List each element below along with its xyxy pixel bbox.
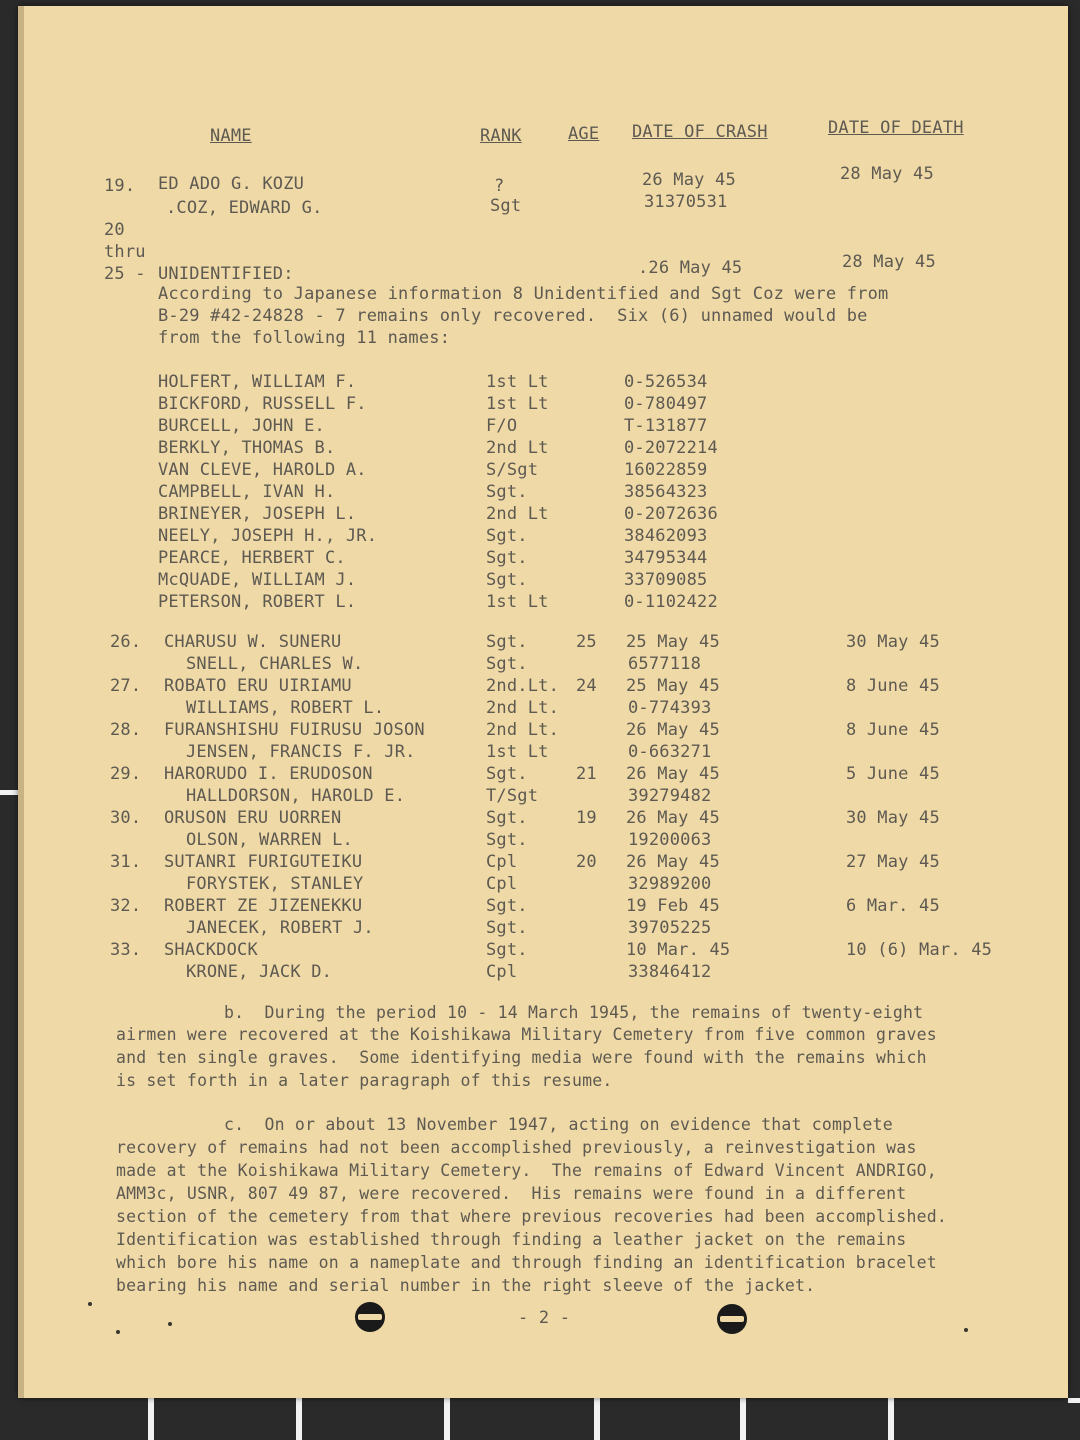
entry-rank: 1st Lt [486, 742, 549, 762]
entry-serial: 0-774393 [628, 698, 712, 718]
punch-hole [355, 1302, 385, 1332]
paragraph-c-line: which bore his name on a nameplate and through finding an identification bracelet [116, 1253, 937, 1272]
entry-number: 33. [110, 940, 142, 960]
entry-crash-date: 26 May 45 [626, 764, 720, 784]
unidentified-note-line: According to Japanese information 8 Unidentified and Sgt Coz were from [158, 284, 889, 304]
punch-hole [717, 1304, 747, 1334]
entry-serial: 31370531 [644, 192, 728, 212]
entry-serial: 19200063 [628, 830, 712, 850]
entry-crash-date: 26 May 45 [642, 170, 736, 190]
unidentified-note-line: B-29 #42-24828 - 7 remains only recovered. Six (6) unnamed would be [158, 306, 868, 326]
roster-name: PETERSON, ROBERT L. [158, 592, 357, 612]
entry-rank: 2nd Lt. [486, 720, 560, 740]
paragraph-c-line: AMM3c, USNR, 807 49 87, were recovered. His remains were found in a different [116, 1184, 907, 1203]
entry-death-date: 8 June 45 [846, 676, 940, 696]
roster-rank: Sgt. [486, 548, 528, 568]
entry-crash-date: 25 May 45 [626, 676, 720, 696]
entry-crash-date: 10 Mar. 45 [626, 940, 731, 960]
entry-death-date: 27 May 45 [846, 852, 940, 872]
entry-crash-date: 19 Feb 45 [626, 896, 720, 916]
entry-japanese-name: FURANSHISHU FUIRUSU JOSON [164, 720, 425, 740]
mat-grid-line [0, 790, 18, 795]
entry-serial: 39705225 [628, 918, 712, 938]
paragraph-c-line: c. On or about 13 November 1947, acting on evidence that complete [224, 1115, 893, 1134]
mat-grid-line [594, 1398, 600, 1440]
roster-rank: 1st Lt [486, 394, 549, 414]
entry-english-name: JANECEK, ROBERT J. [186, 918, 374, 938]
entry-rank: Sgt [490, 196, 522, 216]
entry-rank: 2nd.Lt. [486, 676, 560, 696]
entry-rank: Sgt. [486, 896, 528, 916]
roster-name: BERKLY, THOMAS B. [158, 438, 336, 458]
mat-grid-line [1068, 1398, 1080, 1403]
paragraph-c-line: section of the cemetery from that where previous recoveries had been accomplished. [116, 1207, 947, 1226]
page-number: - 2 - [518, 1308, 571, 1328]
roster-serial: T-131877 [624, 416, 708, 436]
roster-serial: 0-2072636 [624, 504, 718, 524]
entry-age: 20 [576, 852, 597, 872]
roster-name: BICKFORD, RUSSELL F. [158, 394, 367, 414]
paper-speck [88, 1302, 92, 1306]
entry-crash-date: 26 May 45 [626, 808, 720, 828]
roster-rank: 1st Lt [486, 592, 549, 612]
entry-age: 25 [576, 632, 597, 652]
entry-serial: 0-663271 [628, 742, 712, 762]
entry-rank: Cpl [486, 852, 518, 872]
entry-japanese-name: CHARUSU W. SUNERU [164, 632, 342, 652]
paragraph-c-line: bearing his name and serial number in the right sleeve of the jacket. [116, 1276, 816, 1295]
unidentified-label: UNIDENTIFIED: [158, 264, 294, 284]
entry-number: 20 [104, 220, 125, 240]
entry-crash-date: .26 May 45 [638, 258, 743, 278]
entry-japanese-name: ROBERT ZE JIZENEKKU [164, 896, 363, 916]
entry-crash-date: 26 May 45 [626, 720, 720, 740]
entry-death-date: 28 May 45 [842, 252, 936, 272]
entry-rank: Sgt. [486, 808, 528, 828]
entry-japanese-name: SUTANRI FURIGUTEIKU [164, 852, 363, 872]
paragraph-b-line: airmen were recovered at the Koishikawa Military Cemetery from five common graves [116, 1025, 937, 1044]
paper-speck [116, 1330, 120, 1334]
entry-number: 29. [110, 764, 142, 784]
entry-age: 21 [576, 764, 597, 784]
roster-name: HOLFERT, WILLIAM F. [158, 372, 357, 392]
entry-death-date: 28 May 45 [840, 164, 934, 184]
entry-rank: Cpl [486, 962, 518, 982]
page-edge [18, 6, 24, 1398]
entry-number: 26. [110, 632, 142, 652]
entry-rank: Sgt. [486, 632, 528, 652]
roster-rank: F/O [486, 416, 518, 436]
mat-grid-line [740, 1398, 746, 1440]
roster-serial: 0-1102422 [624, 592, 718, 612]
entry-rank: Sgt. [486, 918, 528, 938]
paper-speck [964, 1328, 968, 1332]
roster-serial: 33709085 [624, 570, 708, 590]
entry-number: 30. [110, 808, 142, 828]
header-name: NAME [210, 126, 252, 146]
entry-number: 19. [104, 176, 136, 196]
paragraph-b-line: and ten single graves. Some identifying media were found with the remains which [116, 1048, 927, 1067]
entry-english-name: HALLDORSON, HAROLD E. [186, 786, 406, 806]
roster-name: PEARCE, HERBERT C. [158, 548, 346, 568]
entry-serial: 32989200 [628, 874, 712, 894]
roster-serial: 16022859 [624, 460, 708, 480]
entry-rank: Cpl [486, 874, 518, 894]
entry-number: 28. [110, 720, 142, 740]
header-age: AGE [568, 124, 600, 144]
entry-english-name: .COZ, EDWARD G. [166, 198, 323, 218]
entry-rank: ? [494, 176, 505, 196]
entry-death-date: 8 June 45 [846, 720, 940, 740]
paragraph-c-line: recovery of remains had not been accomplished previously, a reinvestigation was [116, 1138, 917, 1157]
entry-number: 27. [110, 676, 142, 696]
entry-english-name: FORYSTEK, STANLEY [186, 874, 364, 894]
roster-name: McQUADE, WILLIAM J. [158, 570, 357, 590]
roster-rank: 1st Lt [486, 372, 549, 392]
entry-japanese-name: ED ADO G. KOZU [158, 174, 305, 194]
mat-grid-line [444, 1398, 450, 1440]
entry-rank: Sgt. [486, 830, 528, 850]
roster-name: BRINEYER, JOSEPH L. [158, 504, 357, 524]
document-page [18, 6, 1068, 1398]
entry-rank: Sgt. [486, 764, 528, 784]
paragraph-b-line: b. During the period 10 - 14 March 1945, the remains of twenty-eight [224, 1003, 924, 1022]
entry-death-date: 30 May 45 [846, 632, 940, 652]
header-date-of-crash: DATE OF CRASH [632, 122, 768, 142]
roster-rank: 2nd Lt [486, 438, 549, 458]
entry-serial: 33846412 [628, 962, 712, 982]
entry-japanese-name: ROBATO ERU UIRIAMU [164, 676, 352, 696]
header-date-of-death: DATE OF DEATH [828, 118, 964, 138]
mat-grid-line [888, 1398, 894, 1440]
entry-english-name: WILLIAMS, ROBERT L. [186, 698, 385, 718]
roster-name: BURCELL, JOHN E. [158, 416, 325, 436]
roster-rank: Sgt. [486, 526, 528, 546]
entry-number: 31. [110, 852, 142, 872]
entry-age: 19 [576, 808, 597, 828]
entry-english-name: KRONE, JACK D. [186, 962, 333, 982]
entry-english-name: JENSEN, FRANCIS F. JR. [186, 742, 416, 762]
paragraph-c-line: Identification was established through finding a leather jacket on the remains [116, 1230, 907, 1249]
roster-serial: 38462093 [624, 526, 708, 546]
roster-rank: Sgt. [486, 570, 528, 590]
entry-number: 32. [110, 896, 142, 916]
entry-serial: 6577118 [628, 654, 702, 674]
unidentified-note-line: from the following 11 names: [158, 328, 451, 348]
entry-english-name: OLSON, WARREN L. [186, 830, 353, 850]
roster-rank: Sgt. [486, 482, 528, 502]
roster-serial: 34795344 [624, 548, 708, 568]
entry-rank: T/Sgt [486, 786, 539, 806]
entry-crash-date: 25 May 45 [626, 632, 720, 652]
paragraph-c-line: made at the Koishikawa Military Cemetery. The remains of Edward Vincent ANDRIGO, [116, 1161, 937, 1180]
entry-serial: 39279482 [628, 786, 712, 806]
roster-serial: 0-526534 [624, 372, 708, 392]
entry-japanese-name: HARORUDO I. ERUDOSON [164, 764, 373, 784]
roster-serial: 0-780497 [624, 394, 708, 414]
roster-rank: S/Sgt [486, 460, 539, 480]
roster-name: NEELY, JOSEPH H., JR. [158, 526, 378, 546]
entry-japanese-name: ORUSON ERU UORREN [164, 808, 342, 828]
entry-rank: 2nd Lt. [486, 698, 560, 718]
entry-english-name: SNELL, CHARLES W. [186, 654, 364, 674]
roster-serial: 0-2072214 [624, 438, 718, 458]
paragraph-b-line: is set forth in a later paragraph of this resume. [116, 1071, 613, 1090]
roster-serial: 38564323 [624, 482, 708, 502]
roster-name: CAMPBELL, IVAN H. [158, 482, 336, 502]
entry-number: 25 - [104, 264, 146, 284]
paper-speck [168, 1322, 172, 1326]
entry-age: 24 [576, 676, 597, 696]
entry-rank: Sgt. [486, 940, 528, 960]
entry-death-date: 5 June 45 [846, 764, 940, 784]
roster-name: VAN CLEVE, HAROLD A. [158, 460, 367, 480]
entry-death-date: 10 (6) Mar. 45 [846, 940, 993, 960]
entry-death-date: 6 Mar. 45 [846, 896, 940, 916]
entry-number: thru [104, 242, 146, 262]
roster-rank: 2nd Lt [486, 504, 549, 524]
header-rank: RANK [480, 126, 522, 146]
entry-death-date: 30 May 45 [846, 808, 940, 828]
entry-japanese-name: SHACKDOCK [164, 940, 258, 960]
entry-crash-date: 26 May 45 [626, 852, 720, 872]
mat-grid-line [148, 1398, 154, 1440]
mat-grid-line [296, 1398, 302, 1440]
entry-rank: Sgt. [486, 654, 528, 674]
